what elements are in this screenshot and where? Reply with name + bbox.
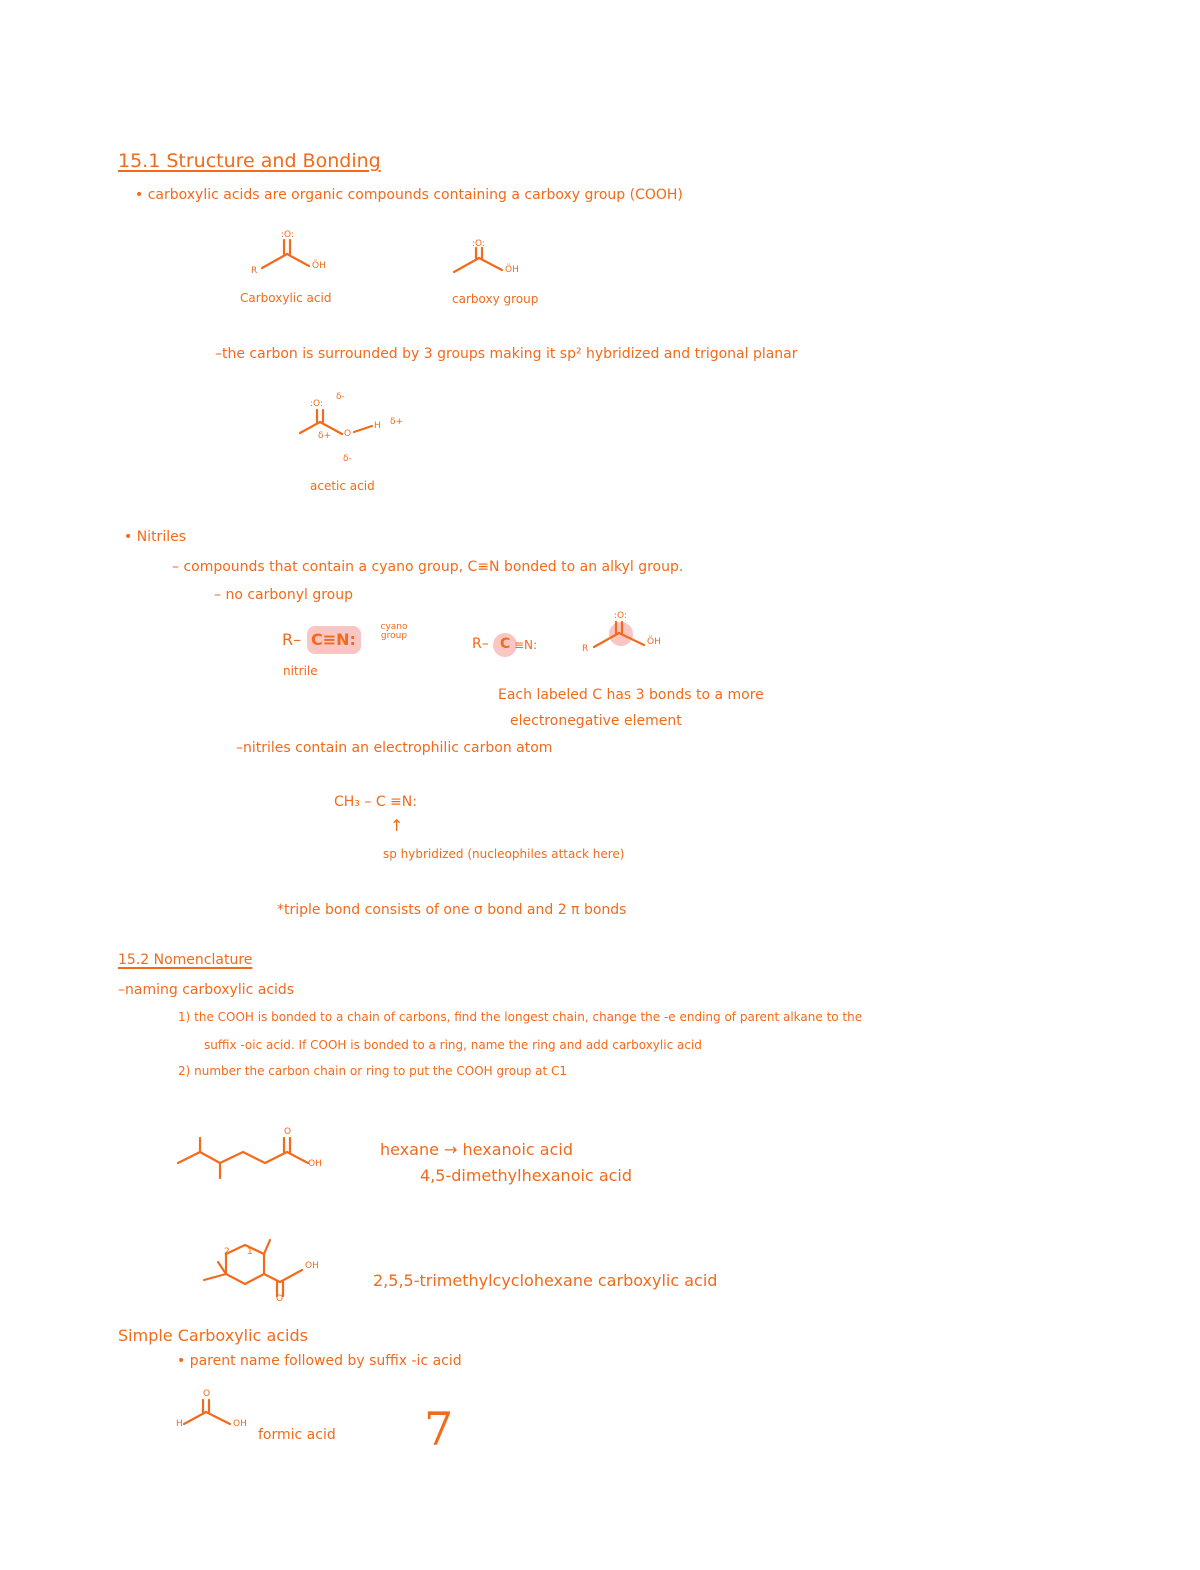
ring-num-2: 2 (224, 1247, 230, 1257)
acetic-delta-minus-1: δ- (336, 392, 345, 402)
ring-oh-label: OH (305, 1261, 319, 1271)
dimethylhexanoic-skeleton (178, 1138, 308, 1178)
chain-o-label: O (284, 1127, 292, 1137)
hexane-to-hexanoic: hexane → hexanoic acid (380, 1140, 573, 1159)
acetic-o-single-label: O (344, 429, 352, 439)
nitriles-definition: – compounds that contain a cyano group, C≡N bonded to an alkyl group. (172, 559, 684, 575)
triple-bond-note: *triple bond consists of one σ bond and 2 π bonds (277, 902, 627, 918)
dimethylhexanoic-acid: 4,5-dimethylhexanoic acid (420, 1166, 633, 1185)
struct-o-label: :O: (281, 230, 294, 240)
carboxylic-acid-skeleton (262, 240, 309, 268)
ring-num-1: 1 (247, 1247, 253, 1257)
section-heading-nomenclature: 15.2 Nomenclature (118, 952, 253, 968)
sp2-hybridized-note: –the carbon is surrounded by 3 groups making it sp² hybridized and trigonal planar (215, 346, 798, 362)
naming-rule-2: 2) number the carbon chain or ring to put the COOH group at C1 (178, 1064, 568, 1078)
ring-o-label: O (276, 1294, 284, 1304)
r2-formula: R– (472, 636, 489, 652)
struct3-o-label: :O: (614, 611, 627, 621)
formic-o-label: O (203, 1389, 211, 1399)
highlight-c-3 (609, 622, 633, 646)
simple-carboxylic-heading: Simple Carboxylic acids (118, 1326, 308, 1345)
cyano-group-label: cyano group (380, 622, 408, 641)
simple-carboxylic-rule: • parent name followed by suffix -ic acid (177, 1353, 462, 1369)
nitriles-heading: • Nitriles (124, 529, 187, 545)
struct-oh-label: ÖH (312, 261, 326, 271)
chain-oh-label: OH (308, 1159, 322, 1169)
acetic-delta-plus-h: δ+ (390, 417, 404, 427)
acetic-delta-plus-c: δ+ (318, 431, 332, 441)
acetic-acid-skeleton (300, 410, 372, 434)
formic-acid-label: formic acid (258, 1427, 336, 1443)
label-acetic-acid: acetic acid (310, 479, 375, 493)
carboxy-group-skeleton (454, 248, 502, 272)
ch3cn-formula: CH₃ – C ≡N: (334, 794, 417, 810)
nitrile-formula-r: R– (282, 630, 302, 649)
formic-acid-skeleton (184, 1400, 230, 1424)
label-carboxylic-acid: Carboxylic acid (240, 291, 332, 305)
label-carboxy-group: carboxy group (452, 292, 539, 306)
sp-hybridized-note: sp hybridized (nucleophiles attack here) (383, 847, 625, 861)
acetic-delta-minus-2: δ- (343, 454, 352, 464)
acetic-h-label: H (374, 421, 381, 431)
carboxylic-acid-definition: • carboxylic acids are organic compounds containing a carboxy group (COOH) (135, 187, 683, 203)
formic-oh-label: OH (233, 1419, 247, 1429)
struct-oh-label-2: ÖH (505, 265, 519, 275)
naming-carboxylic-acids: –naming carboxylic acids (118, 982, 295, 998)
up-arrow: ↑ (390, 816, 404, 835)
cyclohexane-ring-skeleton (204, 1240, 302, 1296)
section-heading-structure-bonding: 15.1 Structure and Bonding (118, 150, 381, 172)
nitrile-formula-cn: C≡N: (311, 630, 356, 649)
nitriles-no-carbonyl: – no carbonyl group (214, 587, 353, 603)
struct-o-label-2: :O: (472, 239, 485, 249)
formic-h-label: H (176, 1419, 183, 1429)
each-labeled-line2: electronegative element (510, 713, 682, 729)
struct3-oh-label: ÖH (647, 637, 661, 647)
each-labeled-line1: Each labeled C has 3 bonds to a more (498, 687, 764, 703)
r2-rest: ≡N: (514, 638, 538, 652)
struct3-r-label: R (582, 644, 589, 654)
trimethylcyclohexane-acid: 2,5,5-trimethylcyclohexane carboxylic acid (373, 1271, 718, 1290)
r2-c: C (500, 636, 511, 652)
electrophilic-carbon-note: –nitriles contain an electrophilic carbon atom (236, 740, 553, 756)
struct-r-label: R (251, 266, 258, 276)
naming-rule-1a: 1) the COOH is bonded to a chain of carbons, find the longest chain, change the -e ending of parent alkane to the (178, 1010, 863, 1024)
page-number: 7 (424, 1402, 454, 1456)
nitrile-label: nitrile (283, 664, 318, 678)
acetic-o-label: :O: (310, 399, 323, 409)
naming-rule-1b: suffix -oic acid. If COOH is bonded to a ring, name the ring and add carboxylic acid (204, 1038, 702, 1052)
